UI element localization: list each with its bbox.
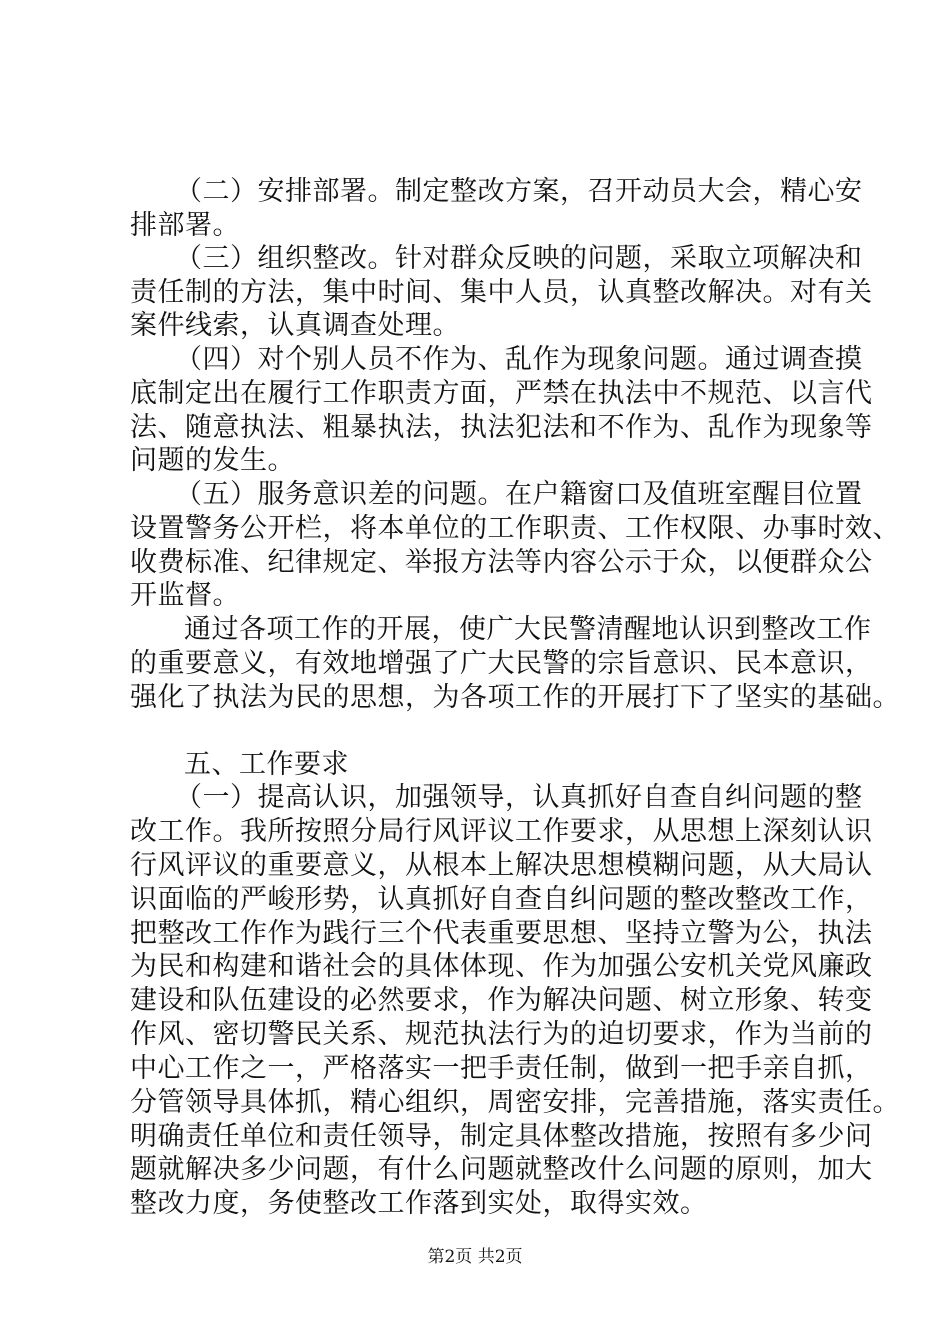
paragraph-line: 行风评议的重要意义，从根本上解决思想模糊问题，从大局认 [130,850,873,881]
paragraph-line: 中心工作之一，严格落实一把手责任制，做到一把手亲自抓， [130,1053,873,1084]
paragraph-line: 设置警务公开栏，将本单位的工作职责、工作权限、办事时效、 [130,513,900,544]
paragraph-line: 作风、密切警民关系、规范执法行为的迫切要求，作为当前的 [130,1019,873,1050]
paragraph-line: 分管领导具体抓，精心组织，周密安排，完善措施，落实责任。 [130,1087,900,1118]
paragraph-line: （一）提高认识，加强领导，认真抓好自查自纠问题的整 [175,782,863,813]
paragraph-line: 收费标准、纪律规定、举报方法等内容公示于众，以便群众公 [130,547,873,578]
page-footer: 第2页 共2页 [427,1247,523,1267]
paragraph-line: 明确责任单位和责任领导，制定具体整改措施，按照有多少问 [130,1121,873,1152]
paragraph-line: （四）对个别人员不作为、乱作为现象问题。通过调查摸 [175,344,863,375]
paragraph-line: 法、随意执法、粗暴执法，执法犯法和不作为、乱作为现象等 [130,412,873,443]
paragraph-line: （二）安排部署。制定整改方案，召开动员大会，精心安 [175,176,863,207]
paragraph-line: 排部署。 [130,210,240,241]
paragraph-line: （五）服务意识差的问题。在户籍窗口及值班室醒目位置 [175,479,863,510]
section-heading: 五、工作要求 [184,749,349,780]
paragraph-line: 建设和队伍建设的必然要求，作为解决问题、树立形象、转变 [130,985,873,1016]
paragraph-line: 改工作。我所按照分局行风评议工作要求，从思想上深刻认识 [130,816,873,847]
paragraph-line: 为民和构建和谐社会的具体体现、作为加强公安机关党风廉政 [130,951,873,982]
paragraph-line: 题就解决多少问题，有什么问题就整改什么问题的原则，加大 [130,1154,873,1185]
paragraph-line: 案件线索，认真调查处理。 [130,310,460,341]
paragraph-line: 通过各项工作的开展，使广大民警清醒地认识到整改工作 [184,614,872,645]
paragraph-line: 问题的发生。 [130,445,295,476]
paragraph-line: 整改力度，务使整改工作落到实处，取得实效。 [130,1188,708,1219]
paragraph-line: 把整改工作作为践行三个代表重要思想、坚持立警为公，执法 [130,918,873,949]
paragraph-line: 责任制的方法，集中时间、集中人员，认真整改解决。对有关 [130,277,873,308]
paragraph-line: 识面临的严峻形势，认真抓好自查自纠问题的整改整改工作， [130,884,873,915]
paragraph-line: （三）组织整改。针对群众反映的问题，采取立项解决和 [175,243,863,274]
paragraph-line: 的重要意义，有效地增强了广大民警的宗旨意识、民本意识， [130,648,873,679]
paragraph-line: 强化了执法为民的思想，为各项工作的开展打下了坚实的基础。 [130,682,900,713]
paragraph-line: 开监督。 [130,580,240,611]
paragraph-line: 底制定出在履行工作职责方面，严禁在执法中不规范、以言代 [130,378,873,409]
